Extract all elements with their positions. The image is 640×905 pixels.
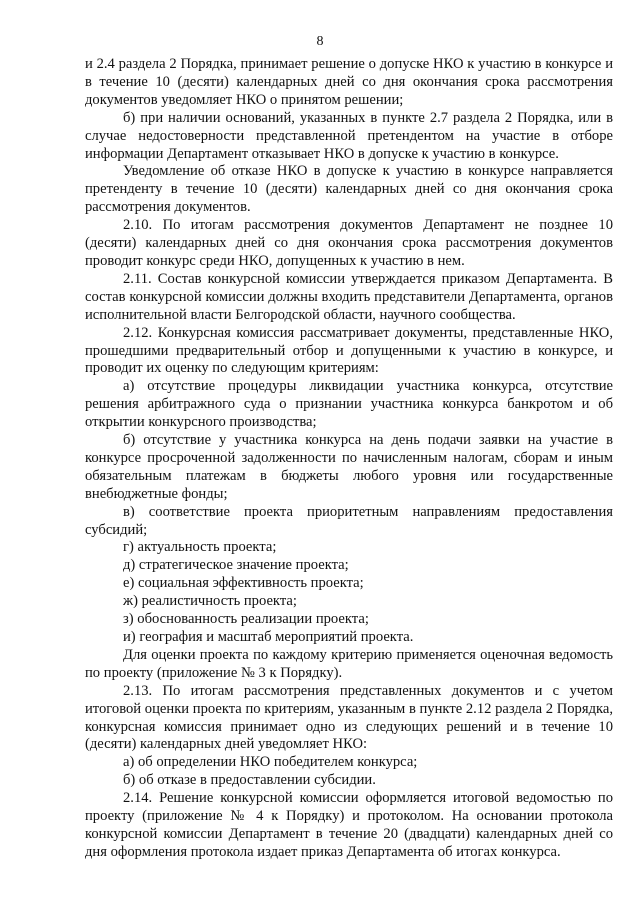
paragraph: 2.14. Решение конкурсной комиссии оформляется итоговой ведомостью по проекту (приложение № 4 к Порядку) и протоколом. На основании протокола конкурсной комиссии Департамент в течение 20 (двадцати) календарных дней со дня оформления протокола издает приказ Департамента об итогах конкурса. [85, 790, 613, 860]
paragraph: и) география и масштаб мероприятий проекта. [123, 629, 414, 645]
paragraph: б) об отказе в предоставлении субсидии. [123, 772, 376, 789]
paragraph: а) отсутствие процедуры ликвидации участника конкурса, отсутствие решения арбитражного суда о признании участника конкурса банкротом и об открытии конкурсного производства; [85, 378, 613, 431]
paragraph: а) об определении НКО победителем конкурса; [123, 754, 418, 771]
paragraph: б) отсутствие у участника конкурса на день подачи заявки на участие в конкурсе просроченной задолженности по начисленным налогам, сборам и иным обязательным платежам в бюджеты любого уровня или государственные внебюджетные фонды; [85, 432, 613, 502]
page-number: 8 [316, 34, 324, 49]
paragraph: в) соответствие проекта приоритетным направлениям предоставления субсидий; [85, 503, 613, 538]
paragraph: з) обоснованность реализации проекта; [123, 611, 369, 628]
paragraph: 2.12. Конкурсная комиссия рассматривает документы, представленные НКО, прошедшими предварительный отбор и допущенными к участию в конкурсе, и проводит их оценку по следующим критериям: [85, 324, 613, 377]
paragraph: б) при наличии оснований, указанных в пункте 2.7 раздела 2 Порядка, или в случае недостоверности представленной претендентом на участие в отборе информации Департамент отказывает НКО в допуске к участию в конкурсе. [85, 109, 613, 162]
paragraph: 2.11. Состав конкурсной комиссии утверждается приказом Департамента. В состав конкурсной комиссии должны входить представители Департамента, органов исполнительной власти Белгородской области, научного сообщества. [85, 270, 613, 323]
paragraph: ж) реалистичность проекта; [123, 593, 297, 610]
paragraph: д) стратегическое значение проекта; [123, 557, 349, 574]
document-body [85, 56, 613, 862]
paragraph: г) актуальность проекта; [123, 539, 277, 556]
paragraph: 2.10. По итогам рассмотрения документов Департамент не позднее 10 (десяти) календарных дней со дня окончания срока рассмотрения документов проводит конкурс среди НКО, допущенных к участию в нем. [85, 217, 613, 269]
paragraph: 2.13. По итогам рассмотрения представленных документов и с учетом итоговой оценки проекта по критериям, указанным в пункте 2.12 раздела 2 Порядка, конкурсная комиссия принимает одно из следующих решений и в течение 10 (десяти) календарных дней уведомляет НКО: [85, 682, 613, 753]
paragraph: Уведомление об отказе НКО в допуске к участию в конкурсе направляется претенденту в течение 10 (десяти) календарных дней со дня окончания срока рассмотрения документов. [85, 163, 613, 216]
paragraph: е) социальная эффективность проекта; [123, 575, 364, 592]
paragraph: Для оценки проекта по каждому критерию применяется оценочная ведомость по проекту (приложение № 3 к Порядку). [85, 646, 613, 681]
paragraph: и 2.4 раздела 2 Порядка, принимает решение о допуске НКО к участию в конкурсе и в течение 10 (десяти) календарных дней со дня окончания срока рассмотрения документов уведомляет НКО о принятом решении; [85, 56, 613, 108]
